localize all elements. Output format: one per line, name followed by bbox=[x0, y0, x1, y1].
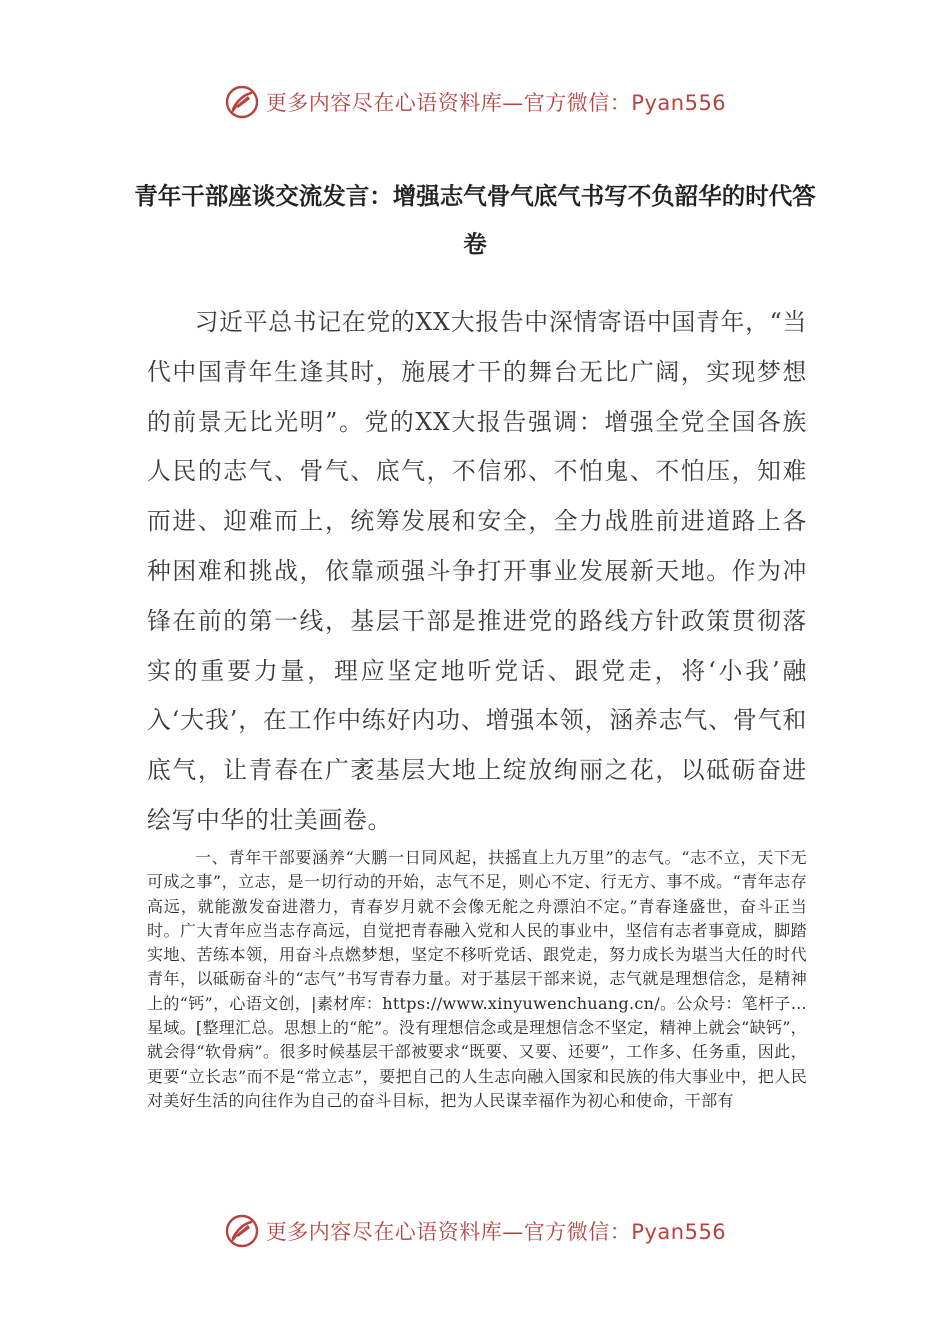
watermark-text: 更多内容尽在心语资料库—官方微信：Pyan556 bbox=[265, 1220, 727, 1244]
intro-paragraph: 习近平总书记在党的XX大报告中深情寄语中国青年，“当代中国青年生逢其时，施展才干的舞台无比广阔，实现梦想的前景无比光明”。党的XX大报告强调：增强全党全国各族人民的志气、骨气、底气，不信邪、不怕鬼、不怕压，知难而进、迎难而上，统筹发展和安全，全力战胜前进道路上各种困难和挑战，依靠顽强斗争打开事业发展新天地。作为冲锋在前的第一线，基层干部是推进党的路线方针政策贯彻落实的重要力量，理应坚定地听党话、跟党走，将‘小我’融入‘大我’，在工作中练好内功、增强本领，涵养志气、骨气和底气，让青春在广袤基层大地上绽放绚丽之花，以砥砺奋进绘写中华的壮美画卷。 bbox=[147, 308, 807, 834]
header-watermark-banner bbox=[0, 80, 950, 124]
document-title: 青年干部座谈交流发言：增强志气骨气底气书写不负韶华的时代答卷 bbox=[134, 182, 816, 258]
watermark-text: 更多内容尽在心语资料库—官方微信：Pyan556 bbox=[265, 91, 727, 115]
section-1-paragraph: 一、青年干部要涵养“大鹏一日同风起，扶摇直上九万里”的志气。“志不立，天下无可成之事”，立志，是一切行动的开始，志气不足，则心不定、行无方、事不成。“青年志存高远，就能激发奋进潜力，青春岁月就不会像无舵之舟漂泊不定。”青春逢盛世，奋斗正当时。广大青年应当志存高远，自觉把青春融入党和人民的事业中，坚信有志者事竟成，脚踏实地、苦练本领，用奋斗点燃梦想，坚定不移听党话、跟党走，努力成长为堪当大任的时代青年，以砥砺奋斗的“志气”书写青春力量。对于基层干部来说，志气就是理想信念，是精神上的“钙”，心语文创，|素材库：https://www.xinyuwenchuang.cn/。公众号：笔杆子…星域。[整理汇总。思想上的“舵”。没有理想信念或是理想信念不坚定，精神上就会“缺钙”，就会得“软骨病”。很多时候基层干部被要求“既要、又要、还要”，工作多、任务重，因此，更要“立长志”而不是“常立志”，要把自己的人生志向融入国家和民族的伟大事业中，把人民对美好生活的向往作为自己的奋斗目标，把为人民谋幸福作为初心和使命，干部有 bbox=[147, 848, 807, 1110]
pen-logo-icon bbox=[224, 1213, 260, 1249]
footer-watermark-banner bbox=[0, 1209, 950, 1253]
pen-logo-icon bbox=[224, 84, 260, 120]
